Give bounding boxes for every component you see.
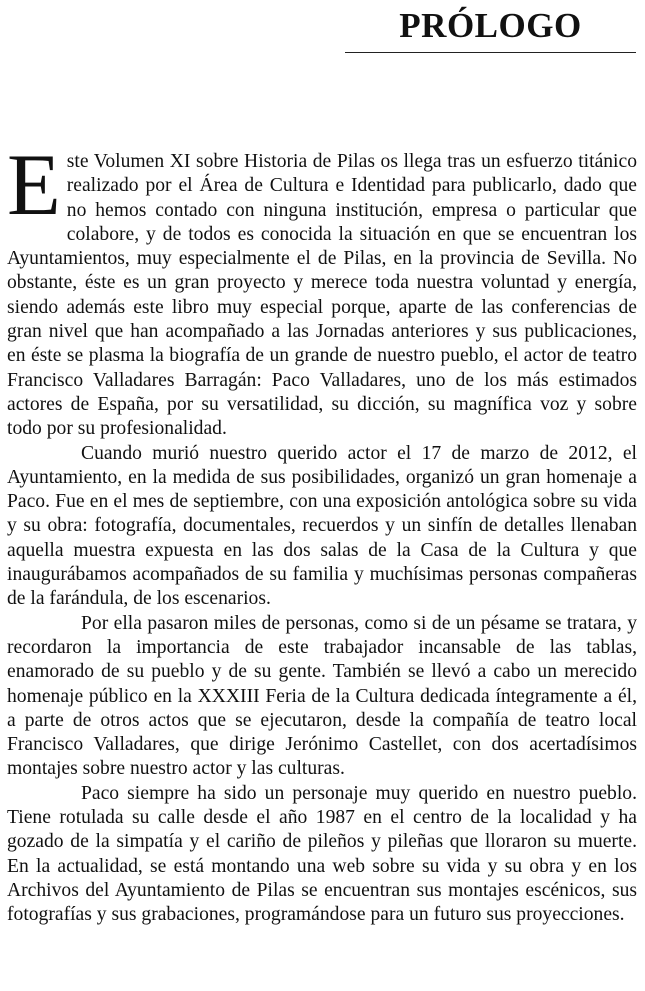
body-text — [7, 137, 637, 928]
paragraph-1 — [7, 137, 637, 442]
page-title: PRÓLOGO — [399, 6, 582, 45]
drop-cap: E — [7, 137, 61, 234]
paragraph-4: Paco siempre ha sido un personaje muy querido en nuestro pueblo. Tiene rotulada su calle desde el año 1987 en el centro de la localidad y ha gozado de la simpatía y el cariño de pileños y pileñas que lloraron su muerte. En la actualidad, se está montando una web sobre su vida y su obra y en los Archivos del Ayuntamiento de Pilas se encuentran sus montajes escénicos, sus fotografías y sus grabaciones, programándose para un futuro sus proyecciones. — [7, 782, 637, 926]
page-heading — [345, 6, 636, 53]
paragraph-1-text: ste Volumen XI sobre Historia de Pilas os llega tras un esfuerzo titánico realizado por el Área de Cultura e Identidad para publicarlo, dado que no hemos contado con ninguna institución, empresa o particular que colabore, y de todos es conocida la situación en que se encuentran los Ayuntamientos, muy especialmente el de Pilas, en la provincia de Sevilla. No obstante, éste es un gran proyecto y merece toda nuestra voluntad y energía, siendo además este libro muy especial porque, aparte de las conferencias de gran nivel que han acompañado a las Jornadas anteriores y sus publicaciones, en éste se plasma la biografía de un grande de nuestro pueblo, el actor de teatro Francisco Valladares Barragán: Paco Valladares, uno de los más estimados actores de España, por su versatilidad, su dicción, su magnífica voz y sobre todo por su profesionalidad. — [7, 151, 637, 440]
paragraph-3: Por ella pasaron miles de personas, como si de un pésame se tratara, y recordaron la importancia de este trabajador incansable de las tablas, enamorado de su pueblo y de su gente. También se llevó a cabo un merecido homenaje público en la XXXIII Feria de la Cultura dedicada íntegramente a él, a parte de otros actos que se ejecutaron, desde la compañía de teatro local Francisco Valladares, que dirige Jerónimo Castellet, con dos acertadísimos montajes sobre nuestro actor y las culturas. — [7, 612, 637, 780]
paragraph-2: Cuando murió nuestro querido actor el 17 de marzo de 2012, el Ayuntamiento, en la medida de sus posibilidades, organizó un gran homenaje a Paco. Fue en el mes de septiembre, con una exposición antológica sobre su vida y su obra: fotografía, documentales, recuerdos y un sinfín de detalles llenaban aquella muestra expuesta en las dos salas de la Casa de la Cultura y que inaugurábamos acompañados de su familia y muchísimas personas compañeras de la farándula, de los escenarios. — [7, 442, 637, 610]
